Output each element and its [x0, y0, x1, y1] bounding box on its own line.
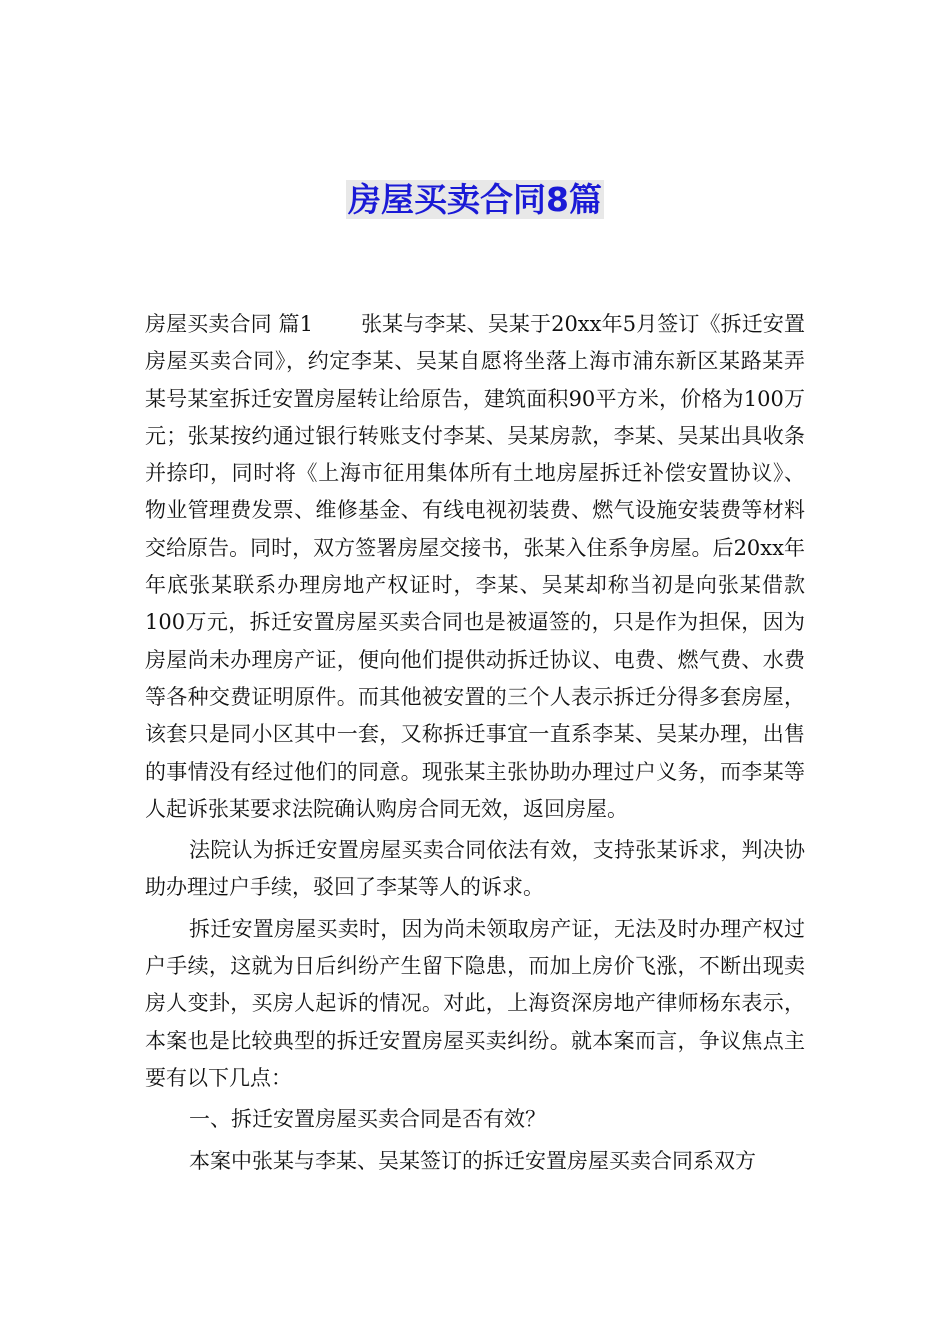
document-body — [145, 306, 805, 1180]
section-heading-1: 一、拆迁安置房屋买卖合同是否有效？ — [189, 1107, 546, 1132]
paragraph-3: 拆迁安置房屋买卖时，因为尚未领取房产证，无法及时办理产权过户手续，这就为日后纠纷产生留下隐患，而加上房价飞涨，不断出现卖房人变卦，买房人起诉的情况。对此，上海资深房地产律师杨东表示，本案也是比较典型的拆迁安置房屋买卖纠纷。就本案而言，争议焦点主要有以下几点： — [145, 916, 805, 1090]
paragraph-1-text: 张某与李某、吴某于20xx年5月签订《拆迁安置房屋买卖合同》，约定李某、吴某自愿将坐落上海市浦东新区某路某弄某号某室拆迁安置房屋转让给原告，建筑面积90平方米，价格为100万元；张某按约通过银行转账支付李某、吴某房款，李某、吴某出具收条并捺印，同时将《上海市征用集体所有土地房屋拆迁补偿安置协议》、物业管理费发票、维修基金、有线电视初装费、燃气设施安装费等材料交给原告。同时，双方签署房屋交接书，张某入住系争房屋。后20xx年年底张某联系办理房地产权证时，李某、吴某却称当初是向张某借款100万元，拆迁安置房屋买卖合同也是被逼签的，只是作为担保，因为房屋尚未办理房产证，便向他们提供动拆迁协议、电费、燃气费、水费等各种交费证明原件。而其他被安置的三个人表示拆迁分得多套房屋，该套只是同小区其中一套，又称拆迁事宜一直系李某、吴某办理，出售的事情没有经过他们的同意。现张某主张协助办理过户义务，而李某等人起诉张某要求法院确认购房合同无效，返回房屋。 — [145, 312, 805, 821]
document-title — [0, 176, 950, 224]
paragraph-4: 本案中张某与李某、吴某签订的拆迁安置房屋买卖合同系双方 — [189, 1148, 756, 1173]
paragraph-2: 法院认为拆迁安置房屋买卖合同依法有效，支持张某诉求，判决协助办理过户手续，驳回了李某等人的诉求。 — [145, 838, 805, 900]
paragraph-1 — [145, 306, 805, 828]
document-title-text: 房屋买卖合同8篇 — [348, 180, 602, 219]
section-label: 房屋买卖合同 篇1 — [145, 312, 313, 336]
